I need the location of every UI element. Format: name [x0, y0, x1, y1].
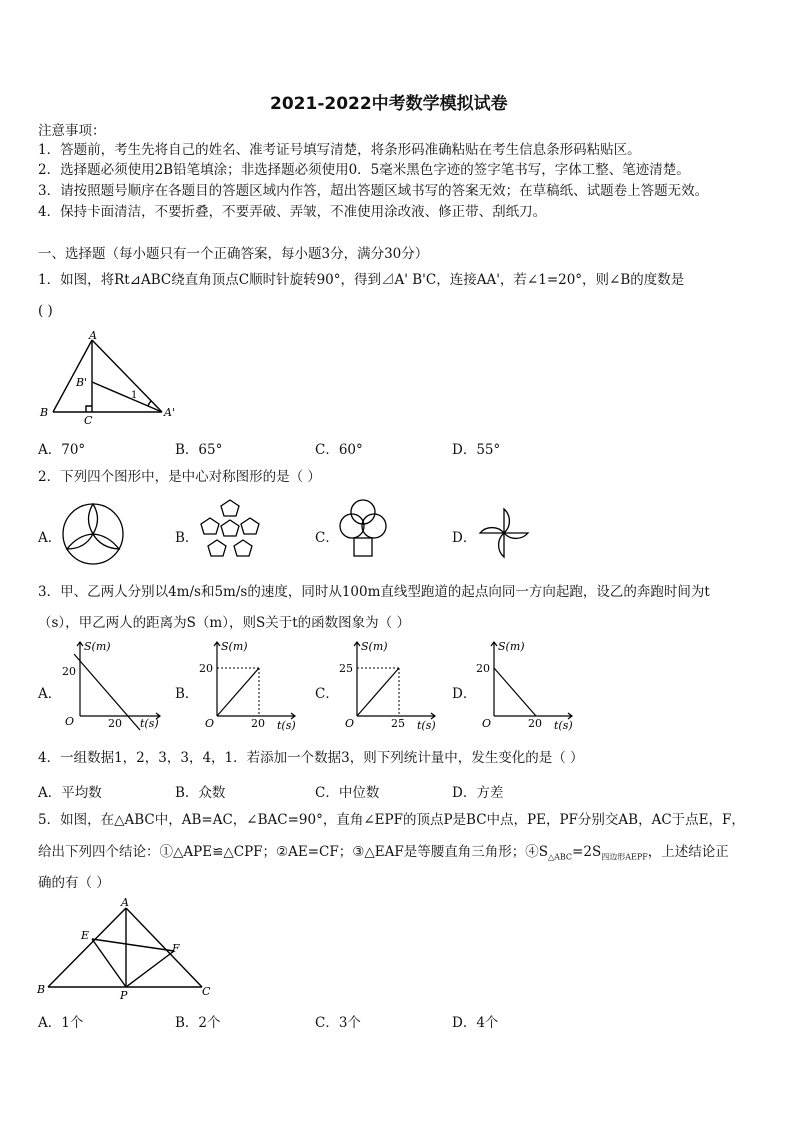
section-heading: 一、选择题（每小题只有一个正确答案，每小题3分，满分30分）: [38, 246, 429, 262]
q1-label-c: C: [84, 414, 93, 426]
q2-option-a[interactable]: A．: [38, 530, 62, 546]
q1-option-a[interactable]: A．70°: [38, 442, 86, 458]
q1-label-a-prime: A': [164, 406, 175, 419]
q3-graph-c[interactable]: [335, 636, 445, 734]
svg-text:O: O: [205, 717, 215, 730]
svg-text:O: O: [65, 715, 75, 728]
svg-text:S(m): S(m): [498, 640, 525, 653]
notes-item-1: 1．答题前，考生先将自己的姓名、准考证号填写清楚，将条形码准确粘贴在考生信息条形码粘贴区。: [38, 142, 641, 158]
svg-text:S(m): S(m): [84, 640, 111, 653]
q2-pinwheel-figure: [475, 505, 533, 561]
svg-text:25: 25: [339, 662, 353, 675]
q5-stem-line3: 确的有（ ）: [38, 875, 110, 891]
q1-label-b-prime: B': [76, 376, 88, 389]
svg-text:20: 20: [62, 665, 76, 678]
q5-option-a[interactable]: A．1个: [38, 1015, 84, 1031]
q2-circles-square-figure: [335, 498, 391, 568]
q3-option-a[interactable]: A．: [38, 686, 62, 702]
q5-label-p: P: [120, 989, 128, 1001]
q1-stem: 1．如图，将Rt⊿ABC绕直角顶点C顺时针旋转90°，得到⊿A' B'C，连接AA'，若∠1=20°，则∠B的度数是: [38, 272, 685, 288]
notes-item-3: 3．请按照题号顺序在各题目的答题区域内作答，超出答题区域书写的答案无效；在草稿纸、试题卷上答题无效。: [38, 183, 709, 199]
svg-text:t(s): t(s): [417, 719, 436, 732]
q3-graph-a[interactable]: [58, 636, 168, 734]
q2-option-c[interactable]: C．: [315, 530, 339, 546]
q2-option-b[interactable]: B．: [175, 530, 199, 546]
svg-text:t(s): t(s): [140, 717, 159, 730]
svg-text:25: 25: [391, 717, 405, 730]
q3-graph-d[interactable]: [472, 636, 582, 734]
q3-stem-line2: （s），甲乙两人的距离为S（m），则S关于t的函数图象为（ ）: [38, 615, 410, 631]
q3-stem-line1: 3．甲、乙两人分别以4m/s和5m/s的速度，同时从100m直线型跑道的起点向同一方向起跑，设乙的奔跑时间为t: [38, 584, 710, 600]
q1-option-d[interactable]: D．55°: [452, 442, 501, 458]
q5-label-e: E: [81, 929, 90, 942]
q4-option-b[interactable]: B．众数: [175, 785, 226, 801]
q4-stem: 4．一组数据1，2，3，3，4，1．若添加一个数据3，则下列统计量中，发生变化的是（ ）: [38, 750, 584, 766]
q5-label-a: A: [121, 896, 129, 909]
q1-label-angle-1: 1: [131, 390, 138, 401]
notes-item-4: 4．保持卡面清洁，不要折叠，不要弄破、弄皱，不准使用涂改液、修正带、刮纸刀。: [38, 204, 547, 220]
q2-option-d[interactable]: D．: [452, 530, 477, 546]
page-title: 2021-2022中考数学模拟试卷: [270, 94, 508, 114]
svg-text:20: 20: [476, 662, 490, 675]
q5-label-c: C: [202, 985, 211, 998]
q5-stem-line1: 5．如图，在△ABC中，AB=AC，∠BAC=90°，直角∠EPF的顶点P是BC中点，PE，PF分别交AB，AC于点E，F，: [38, 812, 745, 828]
q5-stem-line2: 给出下列四个结论：①△APE≌△CPF；②AE=CF；③△EAF是等腰直角三角形；$④S_{\triangle ABC}=2S_{四边形AEPF}$，上述结论正: [38, 844, 729, 862]
q5-label-f: F: [172, 942, 180, 955]
svg-text:S(m): S(m): [221, 640, 248, 653]
svg-text:S(m): S(m): [361, 640, 388, 653]
q5-label-b: B: [37, 983, 46, 996]
svg-text:20: 20: [108, 717, 122, 730]
q4-option-c[interactable]: C．中位数: [315, 785, 380, 801]
svg-text:O: O: [482, 717, 492, 730]
svg-text:O: O: [345, 717, 355, 730]
svg-text:20: 20: [528, 717, 542, 730]
svg-text:20: 20: [251, 717, 265, 730]
svg-text:t(s): t(s): [277, 719, 296, 732]
q1-bracket: ( ): [38, 303, 53, 319]
q3-graph-b[interactable]: [195, 636, 305, 734]
q1-option-b[interactable]: B．65°: [175, 442, 223, 458]
q2-circle-petals-figure: [60, 502, 126, 566]
q5-option-d[interactable]: D．4个: [452, 1015, 499, 1031]
notes-item-2: 2．选择题必须使用2B铅笔填涂；非选择题必须使用0．5毫米黑色字迹的签字笔书写，字体工整、笔迹清楚。: [38, 162, 690, 178]
q1-option-c[interactable]: C．60°: [315, 442, 363, 458]
q5-triangle-figure: [34, 895, 216, 1001]
q5-option-b[interactable]: B．2个: [175, 1015, 221, 1031]
q2-pentagons-figure: [197, 498, 263, 566]
q4-option-a[interactable]: A．平均数: [38, 785, 102, 801]
q4-option-d[interactable]: D．方差: [452, 785, 504, 801]
svg-text:20: 20: [199, 662, 213, 675]
svg-text:t(s): t(s): [554, 719, 573, 732]
q1-triangle-figure: [36, 328, 186, 426]
q1-label-b: B: [40, 406, 49, 419]
q1-label-a: A: [89, 329, 97, 342]
q5-option-c[interactable]: C．3个: [315, 1015, 361, 1031]
q3-option-c[interactable]: C．: [315, 686, 339, 702]
q2-stem: 2．下列四个图形中，是中心对称图形的是（ ）: [38, 469, 321, 485]
q3-option-d[interactable]: D．: [452, 686, 477, 702]
notes-heading: 注意事项：: [38, 123, 106, 139]
q3-option-b[interactable]: B．: [175, 686, 199, 702]
